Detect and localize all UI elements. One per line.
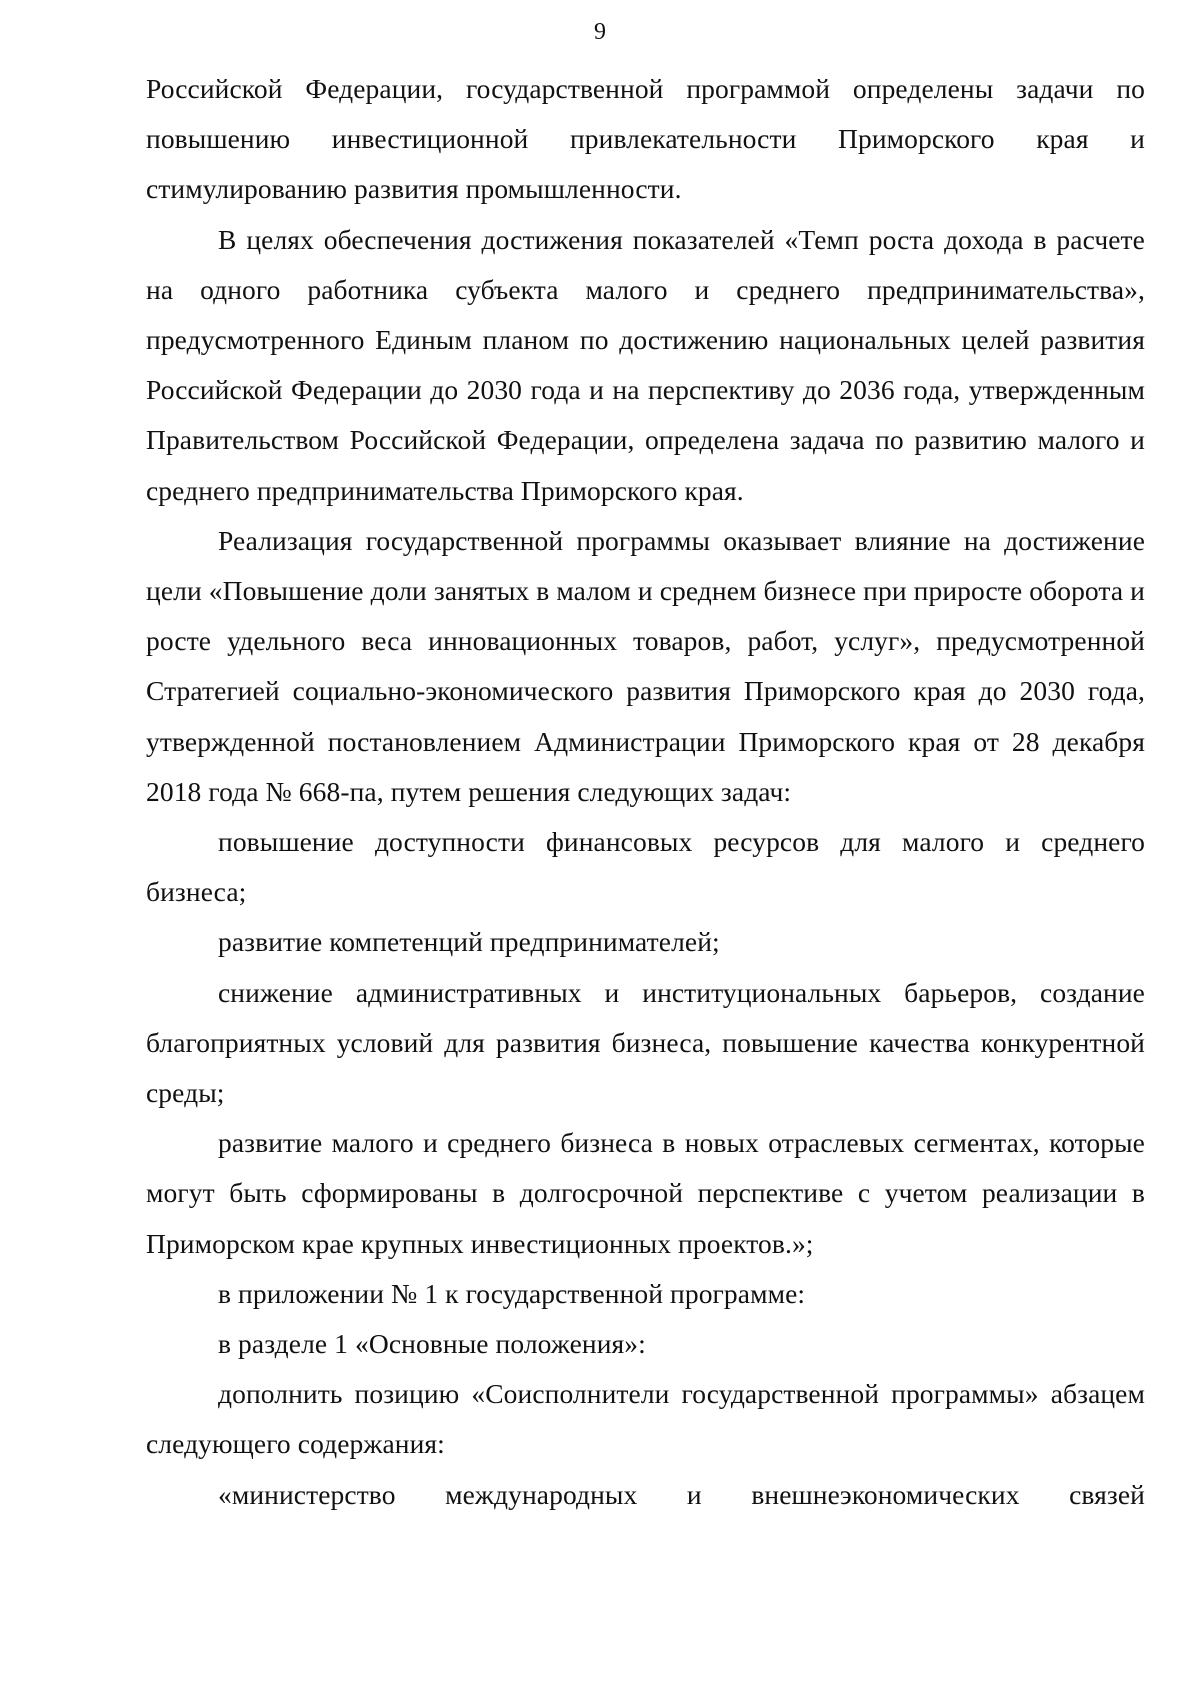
list-item-barriers: снижение административных и институциональных барьеров, создание благоприятных условий для развития бизнеса, повышение качества конкурентной среды; (146, 976, 1145, 1109)
list-item-financial-resources: повышение доступности финансовых ресурсов для малого и среднего бизнеса; (146, 826, 1145, 908)
paragraph-program-impact: Реализация государственной программы оказывает влияние на достижение цели «Повышение доли занятых в малом и среднем бизнесе при приросте оборота и росте удельного веса инновационных товаров, работ, услуг», предусмотренной Стратегией социально-экономического развития Приморского края до 2030 года, утвержденной постановлением Администрации Приморского края от 28 декабря 2018 года № 668-па, путем решения следующих задач: (146, 524, 1145, 807)
list-item-competencies: развитие компетенций предпринимателей; (218, 926, 720, 958)
paragraph-appendix-1: в приложении № 1 к государственной программе: (218, 1277, 806, 1309)
paragraph-continuation: Российской Федерации, государственной программой определены задачи по повышению инвестиционной привлекательности Приморского края и стимулированию развития промышленности. (146, 73, 1145, 205)
paragraph-section-1: в разделе 1 «Основные положения»: (218, 1328, 646, 1360)
page-number: 9 (594, 19, 606, 45)
paragraph-smb-income-goal: В целях обеспечения достижения показателей «Темп роста дохода в расчете на одного работника субъекта малого и среднего предпринимательства», предусмотренного Единым планом по достижению национальных целей развития Российской Федерации до 2030 года и на перспективу до 2036 года, утвержденным Правительством Российской Федерации, определена задача по развитию малого и среднего предпринимательства Приморского края. (146, 223, 1145, 506)
paragraph-add-position: дополнить позицию «Соисполнители государственной программы» абзацем следующего содержания: (146, 1378, 1145, 1460)
document-body (146, 64, 1145, 1520)
paragraph-ministry: «министерство международных и внешнеэкономических связей (218, 1478, 1145, 1510)
list-item-new-segments: развитие малого и среднего бизнеса в новых отраслевых сегментах, которые могут быть сформированы в долгосрочной перспективе с учетом реализации в Приморском крае крупных инвестиционных проектов.»; (146, 1127, 1145, 1259)
